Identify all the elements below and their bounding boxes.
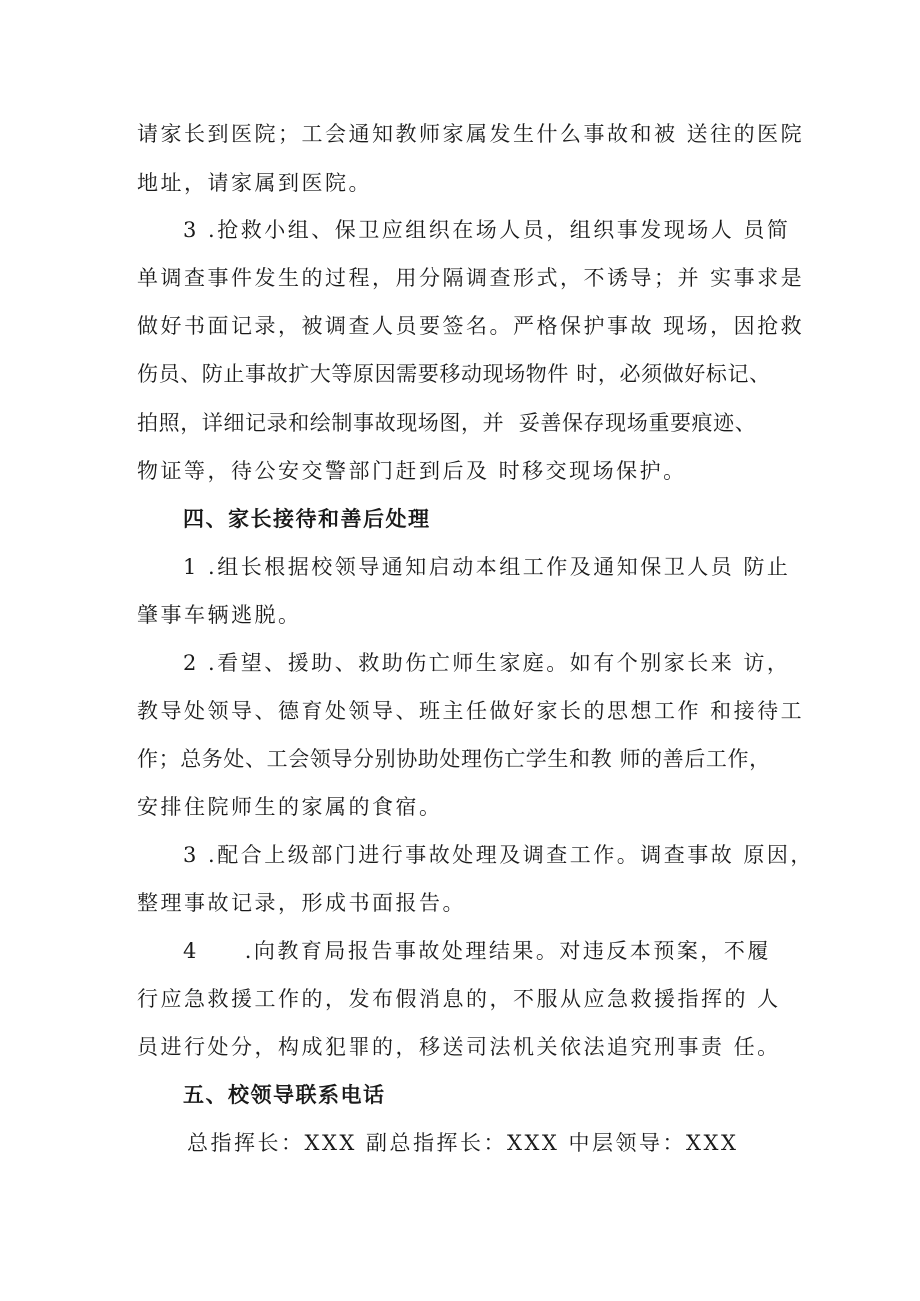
paragraph-line: 教导处领导、德育处领导、班主任做好家长的思想工作 和接待工 <box>137 699 805 723</box>
contact-line: 总指挥长：XXX 副总指挥长：XXX 中层领导：XXX <box>187 1131 739 1155</box>
paragraph-line: 1 .组长根据校领导通知启动本组工作及通知保卫人员 防止 <box>183 555 791 579</box>
paragraph-line: 3 .配合上级部门进行事故处理及调查工作。调查事故 原因， <box>183 843 814 867</box>
paragraph-line: 员进行处分，构成犯罪的，移送司法机关依法追究刑事责 任。 <box>137 1035 781 1059</box>
section-heading: 四、家长接待和善后处理 <box>183 507 431 531</box>
paragraph-line: 地址，请家属到医院。 <box>137 171 372 195</box>
paragraph-line: 整理事故记录，形成书面报告。 <box>137 891 466 915</box>
paragraph-line: 做好书面记录，被调查人员要签名。严格保护事故 现场，因抢救 <box>137 314 805 338</box>
paragraph-line: 伤员、防止事故扩大等原因需要移动现场物件 时，必须做好标记、 <box>137 362 771 386</box>
paragraph-line: 2 .看望、援助、救助伤亡师生家庭。如有个别家长来 访， <box>183 651 791 675</box>
paragraph-line: 肇事车辆逃脱。 <box>137 603 302 627</box>
paragraph-line: 3 .抢救小组、保卫应组织在场人员，组织事发现场人 员简 <box>183 218 791 242</box>
paragraph-line: 作；总务处、工会领导分别协助处理伤亡学生和教 师的善后工作， <box>137 747 771 771</box>
paragraph-line: 安排住院师生的家属的食宿。 <box>137 795 443 819</box>
paragraph-line: 拍照，详细记录和绘制事故现场图，并 妥善保存现场重要痕迹、 <box>137 411 757 435</box>
section-heading: 五、校领导联系电话 <box>183 1083 386 1107</box>
paragraph-line: 物证等，待公安交警部门赶到后及 时移交现场保护。 <box>137 459 687 483</box>
paragraph-line: 单调查事件发生的过程，用分隔调查形式，不诱导；并 实事求是 <box>137 266 805 290</box>
paragraph-line: 4 .向教育局报告事故处理结果。对违反本预案，不履 <box>183 939 771 963</box>
paragraph-line: 行应急救援工作的，发布假消息的，不服从应急救援指挥的 人 <box>137 987 781 1011</box>
paragraph-line: 请家长到医院；工会通知教师家属发生什么事故和被 送往的医院 <box>137 122 805 146</box>
